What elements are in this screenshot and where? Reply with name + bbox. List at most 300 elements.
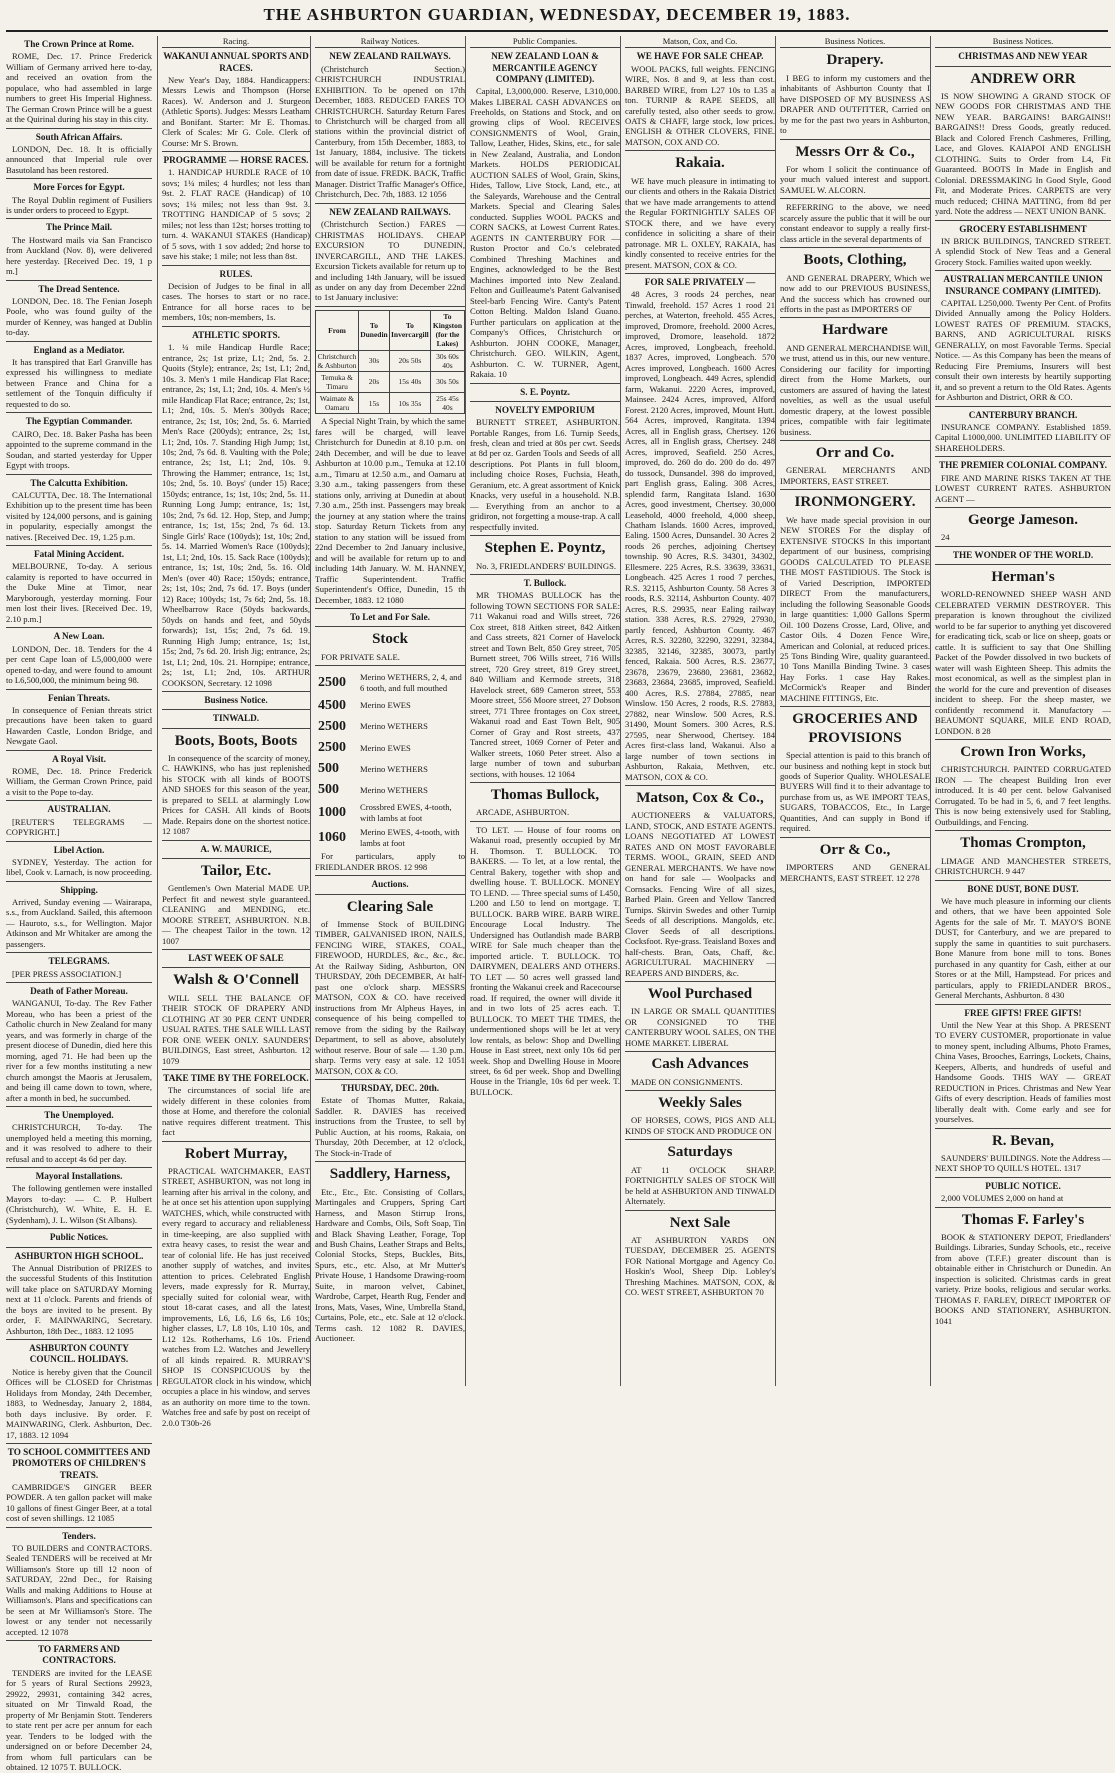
column-heading: Railway Notices. (315, 36, 465, 48)
article-headline: More Forces for Egypt. (33, 182, 125, 193)
article-block (935, 1181, 1111, 1204)
article-body: TO LET. — House of four rooms on Wakanui road, presently occupied by Mr H. Thomson. T. BULLOCK. TO BAKERS. — To let, at a low rental, the Central Bakery, together with shop and dwelling house. T. BULLOCK. MONEY TO LEND. — Three special sums of L450, L200 and L50 to lend on mortgage. T. BULLOCK. BARB WIRE. BARB WIRE. Encourage Local Industry. The Undersigned has Outlandish made BARB WIRE for Sale much cheaper than the imported article. T. BULLOCK. TO DAIRYMEN, DEALERS AND OTHERS. TO LET — 50 acres well grassed land fronting the Wakanui creek and Racecourse road. If required, the owner will divide it and in two lots of 25 acres each. T. BULLOCK. TO MEET THE TIMES, the undermentioned shops will be let at very low rentals, as below: Shop and Dwelling House in East street, next only 10s 6d per week. Shop and Dwelling House in Moore street, 6s 6d per week. Shop and Dwelling House in the Triangle, 10s 6d per week. T. BULLOCK. (470, 824, 620, 1097)
stock-cell: Merino WETHERS, 2, 4, and 6 tooth, and full mouthed (360, 672, 462, 693)
article-block (315, 207, 465, 303)
article-body: (Christchurch Section.) FARES — CHRISTMAS HOLIDAYS. CHEAP EXCURSION TO DUNEDIN, INVERCARGILL, AND THE LAKES. Excursion Tickets available for return up to and including 14th January, will be issued as under on any day from December 22nd to 1st January inclusive: (315, 219, 465, 303)
article-block (315, 612, 465, 623)
article-block (470, 539, 620, 571)
article-body: A Special Night Train, by which the same fares will be charged, will leave Christchurch for Dunedin at 8.10 p.m. on 24th December, and will be due to leave Ashburton at 10.00 p.m., Temuka at 12.10 a.m., Timaru at 12.50 a.m., and Oamaru at 3.30 a.m., taking passengers from these stations only, arriving at Dunedin at about 7.30 a.m., 25th inst. Passengers may break the journey at any station where the trains stop. Saturday Return Tickets from any station to any station will be issued from 22nd December to 2nd January inclusive, and will be available for return up to and including 14th January. W. M. HANNEY, Traffic Superintendent. Traffic Superintendent's Office, Dunedin, 15 th December, 1883. 12 1080 (315, 416, 465, 605)
article-body: BURNETT STREET, ASHBURTON. Portable Ranges, from L6. Turnip Seeds, fresh, clean and tried at 80s per cwt. Seeds at 8d per oz. Garden Tools and Seeds of all descriptions. Pot Plants in full bloom, including choice Roses, Fuchsia, Heath, Geranium, etc. A great assortment of Knick Knacks, very useful in a household. N.B. — Everything from an anchor to a gridiron, not forgetting a mouse-trap. A call respectfully invited. (470, 417, 620, 532)
article-headline: Fatal Mining Accident. (33, 549, 125, 560)
article-block (935, 884, 1111, 1001)
section-rule (470, 782, 620, 783)
section-rule (6, 689, 152, 690)
section-rule (6, 627, 152, 628)
article-block (935, 1132, 1111, 1174)
fare-cell: 15s 40s (389, 371, 430, 392)
article-body: FOR PRIVATE SALE. (321, 651, 400, 662)
article-block (935, 568, 1111, 736)
article-block (6, 416, 152, 470)
article-headline: Libel Action. (53, 844, 105, 855)
display-heading: Wool Purchased (647, 986, 753, 1003)
section-rule (780, 440, 930, 441)
stock-cell: Merino WETHERS (360, 721, 428, 732)
article-headline: FOR SALE PRIVATELY — (644, 277, 756, 288)
article-headline: A Royal Visit. (52, 753, 106, 764)
article-body: LIMAGE AND MANCHESTER STREETS, CHRISTCHURCH. 9 447 (935, 855, 1111, 877)
article-headline: A. W. MAURICE, (200, 843, 272, 854)
stock-cell: Merino WETHERS (360, 763, 428, 774)
article-body: BOOK & STATIONERY DEPOT, Friedlanders' Buildings. Libraries, Sunday Schools, etc., receive from above (T.F.F.) greater discount than is obtainable either in Christchurch or Dunedin. An inspection is solicited. Christmas cards in great variety. Prize books, religious and secular works. THOMAS F. FARLEY, DIRECT IMPORTER OF BOOKS AND STATIONERY, ASHBURTON. 1041 (935, 1231, 1111, 1326)
article-block (315, 879, 465, 890)
article-block (6, 845, 152, 878)
article-headline: TINWALD. (212, 713, 260, 724)
article-block (162, 695, 310, 706)
article-block (6, 804, 152, 837)
article-headline: TELEGRAMS. (48, 956, 110, 967)
article-block (315, 1083, 465, 1158)
article-headline: TO SCHOOL COMMITTEES AND PROMOTERS OF CHILDREN'S TREATS. (7, 1447, 151, 1480)
article-headline: Tenders. (62, 1530, 96, 1541)
article-body: CHRISTCHURCH. PAINTED CORRUGATED IRON — The cheapest Building Iron ever introduced. It is 40 per cent. below Galvanised Corrugated. To be had in 5, 6, and 7 feet lengths. This is now being extensively used for Stabling, Outbuildings, and Fencing. (935, 764, 1111, 827)
article-headline: PROGRAMME — HORSE RACES. (163, 155, 309, 166)
fare-table (315, 310, 465, 414)
article-body: REFERRING to the above, we need scarcely assure the public that it will be our constant endeavor to supply a really first-class article in the several departments of (780, 202, 930, 244)
article-block (6, 1251, 152, 1337)
article-block (780, 321, 930, 437)
article-body: CAIRO, Dec. 18. Baker Pasha has been appointed to the supreme command in the Soudan, and started yesterday for Upper Egypt with troops. (6, 428, 152, 471)
section-rule (935, 406, 1111, 407)
fare-cell: 20s 50s (389, 350, 430, 371)
section-rule (935, 546, 1111, 547)
column-heading: Business Notices. (935, 36, 1111, 48)
article-block (6, 956, 152, 979)
article-body: IS NOW SHOWING A GRAND STOCK OF NEW GOODS FOR CHRISTMAS AND THE NEW YEAR. BARGAINS! BARGAINS!! BARGAINS!! Dress Goods, greatly reduced. Black and Colored French Cashmeres, Frilling, Lace, and Gloves. KAIAPOI AND ENGLISH CLOTHING. Suits to Order from L4, Fit Guaranteed. BOOTS In Made in English and Colonial. DRESSMAKING In Good Style, Good Fit, and Moderate Prices. CARPETS are very much reduced; CHINA MATTING, from 8d per yard. Note the address — NEXT UNION BANK. (935, 90, 1111, 217)
article-headline: GROCERY ESTABLISHMENT (959, 223, 1087, 234)
article-headline: England as a Mediator. (33, 344, 125, 355)
article-block (6, 39, 152, 125)
column-3 (310, 36, 469, 1386)
article-block (162, 844, 310, 855)
fare-row (316, 350, 465, 371)
display-heading: Cash Advances (651, 1056, 749, 1073)
article-body: PRACTICAL WATCHMAKER, EAST STREET, ASHBURTON, was not long in learning after his arrival in the colony, and he at once set his attention upon supplying WATCHES, which, while constructed with every regard to accuracy and reliableness in time-keeping, are also supplied with extra heavy cases, to resist the wear and tear of colonial life. He has just received another supply of watches, and invites attention to prices. Celebrated English levers, made expressly for R. Murray, specially suited for colonial wear, with stout 18-carat cases, and all the latest improvements, L6, L6, L6 6s, L6 10s; higher classes, L7, L8 10s, L10 10s, and L12 12s. Rotherhams, L6 10s. Friend watches from L2. Watches and Jewellery of all kinds repaired. R. MURRAY'S SHOP IS CONSPICUOUS by the REGULATOR clock in his window, which occupies a place in his window, and serves as an authority on more time to the town. Watches free and safe by post on receipt of 2.0.0 T30b-26 (162, 1166, 310, 1428)
article-block (470, 51, 620, 379)
column-heading: Racing. (162, 36, 310, 48)
article-body: INSURANCE COMPANY. Established 1859. Capital L1000,000. UNLIMITED LIABILITY OF SHAREHOLDERS. (935, 421, 1111, 453)
stock-cell: 1000 (318, 805, 346, 821)
section-rule (780, 706, 930, 707)
article-block (162, 862, 310, 946)
section-rule (6, 412, 152, 413)
article-block (935, 743, 1111, 827)
article-headline: TO FARMERS AND CONTRACTORS. (38, 1644, 120, 1666)
article-block (780, 710, 930, 833)
section-rule (6, 474, 152, 475)
fare-cell: 30s 50s (430, 371, 464, 392)
article-headline: NOVELTY EMPORIUM (495, 404, 595, 415)
article-body: WOOL PACKS, full weights. FENCING WIRE, Nos. 8 and 9, at less than cost. BARBED WIRE, from L27 10s to L35 a ton. TURNIP & RAPE SEEDS, all carefully tested, also other seeds to grow. OATS & CHAFF, large stock, low prices. ENGLISH & OTHER CLOVERS, FINE. MATSON, COX AND CO. (625, 63, 775, 147)
column-heading: Business Notices. (780, 36, 930, 48)
column-5 (620, 36, 779, 1386)
article-body: LONDON, Dec. 18. It is officially announced that Imperial rule over Basutoland has been restored. (6, 143, 152, 175)
section-rule (470, 383, 620, 384)
stock-cell: Merino EWES, 4-tooth, with lambs at foot (360, 827, 460, 848)
article-headline: The Calcutta Exhibition. (30, 477, 128, 488)
section-rule (6, 341, 152, 342)
column-heading: Public Companies. (470, 36, 620, 48)
article-body: Until the New Year at this Shop. A PRESENT TO EVERY CUSTOMER, proportionate in value to money spent, including Albums, Photo Frames, China Vases, Brooches, Earrings, Lockets, Chains, Keepers, Alberts, and hundreds of useful and Handsome Goods. THIS WAY — GREAT REDUCTION in Prices. Christmas and New Year Gifts of every description. Heads of families most liberally dealt with. Come early and see for yourselves. (935, 1019, 1111, 1125)
fare-cell: 30s (359, 350, 390, 371)
column-heading: Matson, Cox, and Co. (625, 36, 775, 48)
article-headline: ASHBURTON COUNTY COUNCIL. HOLIDAYS. (29, 1343, 129, 1365)
section-rule (625, 1210, 775, 1211)
article-body: CHRISTCHURCH, To-day. The unemployed held a meeting this morning, and it was resolved to adhere to their refusal and to accept 4s 6d per day. (6, 1122, 152, 1164)
fare-cell: Christchurch & Ashburton (316, 350, 359, 371)
section-rule (6, 280, 152, 281)
article-headline: RULES. (219, 268, 253, 279)
article-block (625, 985, 775, 1048)
column-2 (157, 36, 314, 1428)
stock-cell: 2500 (318, 675, 346, 691)
section-rule (935, 1004, 1111, 1005)
display-heading: Messrs Orr & Co., (795, 143, 915, 160)
section-rule (935, 66, 1111, 67)
stock-cell: 4500 (318, 698, 346, 714)
article-body: For particulars, apply to FRIEDLANDER BROS. 12 998 (315, 851, 465, 872)
fare-row (316, 393, 465, 414)
article-body: CAPITAL L250,000. Twenty Per Cent. of Profits Divided Annually among the Policy Holders. LOWEST RATES OF PREMIUM. STACKS, BARNS, AND AGRICULTURAL RISKS GENERALLY, on most Favorable Terms. Special Notice. — As this Company has been the means of Reducing Fire Premiums, Insurers will best consult their own interests by heartily supporting it, and so prevent a return to the Old Rates. Agents for Ashburton and District, ORR & CO. (935, 297, 1111, 403)
stock-row (317, 801, 463, 824)
article-body: Notice is hereby given that the Council Offices will be CLOSED for Christmas Holidays from Monday, 24th December, 1883, to Wednesday, January 2, 1884, both days inclusive. By order. F. MAINWARING, Clerk. Ashburton, Dec. 17, 1883. 12 1094 (6, 1366, 152, 1440)
article-headline: CHRISTMAS AND NEW YEAR (958, 51, 1088, 62)
stock-row (317, 780, 463, 799)
article-block (6, 693, 152, 747)
article-body: ARCADE, ASHBURTON. (476, 807, 570, 818)
section-rule (625, 150, 775, 151)
display-heading: George Jameson. (968, 511, 1078, 528)
article-headline: BONE DUST, BONE DUST. (967, 883, 1079, 894)
article-block (470, 387, 620, 398)
article-headline: South African Affairs. (35, 131, 123, 142)
article-headline: The Unemployed. (44, 1110, 114, 1121)
display-heading: Thomas F. Farley's (961, 1211, 1085, 1228)
article-block (780, 51, 930, 135)
stock-cell: 500 (318, 761, 339, 777)
article-body: AND GENERAL DRAPERY, Which we now add to our PREVIOUS BUSINESS, And the success which has crowned our efforts in the past as IMPORTERS OF (780, 272, 930, 314)
article-headline: FREE GIFTS! FREE GIFTS! (964, 1007, 1082, 1018)
display-heading: Orr and Co. (815, 445, 895, 462)
article-headline: Mayoral Installations. (35, 1171, 123, 1182)
article-body: 1. HANDICAP HURDLE RACE of 10 sovs; 1¼ miles; 4 hurdles; not less than 9st. 2. FLAT RACE (Handicap) of 10 sovs; 1¼ miles; not less than 9st. 3. TROTTING HANDICAP of 5 sovs; 2 miles; not less than 12st; horses trotting to turn. 4. WAKANUI STAKES (Handicap) of 5 sovs, with 1 sov added; 2nd horse to save his stake; 1 mile; not less than 8st. (162, 167, 310, 262)
display-heading: Boots, Boots, Boots (174, 732, 298, 749)
article-block (470, 578, 620, 779)
article-body: WE have much pleasure in intimating to our clients and others in the Rakaia District that we have made arrangements to attend the Regular FORTNIGHTLY SALES OF STOCK there, and we have every confidence in soliciting a share of their patronage. MR L. OXLEY, RAKAIA, has kindly consented to receive entries for the present. MATSON, COX & CO. (625, 175, 775, 270)
section-rule (935, 270, 1111, 271)
section-rule (780, 837, 930, 838)
section-rule (162, 709, 310, 710)
stock-row (317, 671, 463, 694)
article-body: Special attention is paid to this branch of our business and nothing kept in stock but goods of Superior Quality. WHOLESALE BUYERS Will find it to their advantage to purchase from us, as WE IMPORT TEAS, SUGARS, TOBACCOS, Etc., In Large Quantities, And can supply in Bond if required. (780, 750, 930, 834)
article-body: 48 Acres, 3 roods 24 perches, near Tinwald, freehold. 157 Acres 1 rood 21 perches, at Waterton, freehold. 455 Acres, improved, Dromore, freehold. 2000 Acres, improved, Dromore, leasehold. 1872 Acres, improved, Longbeach, freehold. 1837 Acres, improved, Longbeach. 570 Acres improved, Longbeach. 1600 Acres improved, Longbeach. 449 Acres, splendid farm, Wakanui. 2220 Acres, improved, Mainsee. 2424 Acres, improved, Alford Forest. 2120 Acres, improved, Mount Hutt. 564 Acres, improved, Rangitata. 1394 Acres, all in English grass, Chertsey. 126 Acres, all in English grass, Chertsey. 248 Acres, improved, Seafield. 250 Acres, improved, do. 260 do do. 200 do do. 497 do tussock, Dunsandel. 398 do improved, part English grass, Ealing. 308 Acres, splendid farm, Rangitata Island. 1630 Acres, good investment, Chertsey. 30,000 Leasehold, 4000 freehold, 4,000 sheep, Chatham Islands. 1600 Acres, improved, Ealing. 1500 Acres, Dunsandel. 30 Acres 2 roods 26 perches, adjoining Chertsey township. 90 Acres, R.S. 34301, 34302, Ellesmere. 225 Acres, R.S. 33639, 33631, Longbeach. 425 Acres 1 rood 7 perches, R.S. 32115, Ashburton County. 58 Acres 3 roods, R.S. 32114, Ashburton County. 407 Acres, R.S. 29935, near Ealing railway station. 338 Acres, R.S. 27929, 27930, partly fenced, Ashburton County. 467 Acres, R.S. 32280, 32290, 32291, 32384, 32385, 32146, 32385, 30073, partly fenced, Rakaia. 500 Acres, R.S. 23677, 23678, 23679, 23680, 23681, 23682, 23683, 23684, 23685, improved, Seafield. 400 Acres, R.S. 27884, 27885, near Winslow. 150 Acres, 2 roods, R.S. 27883, 27882, near Winslow. 500 Acres, R.S. 31490, Mount Somers. 300 Acres, R.S. 27595, near Sherwood, Chertsey. 184 Acres first-class land, Wakanui. Also a large number of town sections in Ashburton, Rakaia, Methven, etc. MATSON, COX & CO. (625, 289, 775, 782)
article-block (780, 444, 930, 486)
article-body: 1. ¼ mile Handicap Hurdle Race; entrance, 2s; 1st prize, L1; 2nd, 5s. 2. Quoits (Style); entrance, 2s; 1st, L1; 2nd, 10s. 3. Men's 1 mile Handicap Flat Race; entrance, 2s; 1st, L1; 2nd, 10s. 4. Men's ½ mile Handicap Flat Race; entrance, 2s; 1st, L1; 2nd, 10s. 5. Men's 300yds Race; entrance, 2s; 1st, 10s; 2nd, 5s. 6. Married Men's Race (200yds); entrance, 2s; 1st, L1; 2nd, 10s. 7. Standing High Jump; 1st, 10s; 2nd, 7s 6d. 8. Vaulting with the Pole; entrance, 2s; 1st, L1; 2nd, 10s. 9. Throwing the Hammer; entrance, 1s; 1st, 10s; 2nd, 5s. 10. Boys' (under 15) Race; 150yds; entrance, 1s; 1st, 10s; 2nd, 5s. 11. Running Long Jump; entrance, 1s; 1st, 10s; 2nd, 7s 6d. 12. Hop, Step, and Jump; entrance, 1s; 1st, 15s; 2nd, 7s 6d. 13. Single Girls' Race (100yds); 1st, 10s; 2nd, 5s. 14. Married Women's Race (100yds); 1st, L1; 2nd, 10s. 15. Sack Race (100yds); entrance, 1s; 1st, 10s; 2nd, 5s. 16. Old Men's (over 40) Race; 150yds; entrance, 2s; 1st, 10s; 2nd, 7s 6d. 17. Boys (under 12) Race; 100yds; 1st, 7s 6d; 2nd, 5s. 18. Wheelbarrow Race (50yds backwards, 50yds on hands and feet, and 50yds forwards); 1st, 15s; 2nd, 7s 6d. 19. Running High Jump; entrance, 1s; 1st, 15s; 2nd, 7s 6d. 20. Irish Jig; entrance, 2s; 1st, L1; 2nd, 10s. 21. Hornpipe; entrance, 2s; 1st, L1; 2nd, 10s. ARTHUR COOKSON, Secretary. 12 1098 (162, 342, 310, 688)
article-block (162, 155, 310, 262)
article-block (780, 202, 930, 244)
article-block (315, 669, 465, 872)
article-block (6, 345, 152, 410)
section-rule (315, 306, 465, 307)
article-block (315, 630, 465, 662)
stock-cell: Merino WETHERS (360, 784, 428, 795)
article-body: New Year's Day, 1884. Handicappers: Messrs Lewis and Thompson (Horse Races). W. Anderson and J. Sturgeon (Athletic Sports). Judges: Messrs Leatham and Bonifant. Starter: Mr E. Thomas. Clerk of Scales: Mr G. Cole. Clerk of Course: Mr S. Brown. (162, 74, 310, 148)
section-rule (6, 178, 152, 179)
section-rule (315, 608, 465, 609)
section-rule (935, 1207, 1111, 1208)
section-rule (935, 1177, 1111, 1178)
section-rule (780, 317, 930, 318)
section-rule (625, 785, 775, 786)
article-body: IN BRICK BUILDINGS, TANCRED STREET. A splendid Stock of New Teas and a General Grocery Stock. Families waited upon weekly. (935, 235, 1111, 267)
fare-cell: 15s (359, 393, 390, 414)
section-rule (625, 981, 775, 982)
section-rule (6, 982, 152, 983)
article-block (6, 284, 152, 338)
article-headline: AUSTRALIAN MERCANTILE UNION INSURANCE COMPANY (LIMITED). (943, 274, 1103, 296)
article-body: SAUNDERS' BUILDINGS. Note the Address — NEXT SHOP TO QUILL'S HOTEL. 1317 (935, 1152, 1111, 1174)
article-block (162, 971, 310, 1066)
section-rule (935, 830, 1111, 831)
section-rule (162, 949, 310, 950)
display-heading: Stock (372, 631, 408, 648)
section-rule (162, 858, 310, 859)
article-body: It has transpired that Earl Granville has expressed his willingness to mediate between France and China for a settlement of the Tonquin difficulty if requested to do so. (6, 357, 152, 409)
article-body: The following gentlemen were installed Mayors to-day: — C. P. Hulbert (Christchurch), W. White, E. H. E. (Sydenham), J. L. Wilson (St Albans). (6, 1183, 152, 1225)
article-block (6, 1644, 152, 1772)
article-headline: ASHBURTON HIGH SCHOOL. (14, 1250, 144, 1261)
article-block (162, 51, 310, 148)
article-headline: PUBLIC NOTICE. (985, 1180, 1061, 1191)
fare-cell: 30s 60s 40s (430, 350, 464, 371)
display-heading: Weekly Sales (658, 1095, 742, 1112)
article-headline: Auctions. (371, 879, 409, 890)
article-body: LONDON, Dec. 18. The Fenian Joseph Poole, who was found guilty of the murder of Kenney, was hanged at Dublin to-day. (6, 295, 152, 338)
fare-cell: To Invercargill (389, 310, 430, 350)
article-headline: WE HAVE FOR SALE CHEAP. (636, 51, 764, 62)
section-rule (6, 1527, 152, 1528)
display-heading: Thomas Bullock, (490, 787, 600, 804)
stock-row (317, 738, 463, 757)
fare-cell: 20s (359, 371, 390, 392)
stock-row (317, 759, 463, 778)
fare-row (316, 371, 465, 392)
display-heading: Tailor, Etc. (200, 862, 272, 879)
article-headline: The Crown Prince at Rome. (24, 39, 134, 49)
fare-cell: 25s 45s 40s (430, 393, 464, 414)
display-heading: IRONMONGERY. (794, 494, 916, 511)
section-rule (6, 1106, 152, 1107)
article-headline: NEW ZEALAND LOAN & MERCANTILE AGENCY COMPANY (LIMITED). (491, 51, 599, 84)
article-body: CAMBRIDGE'S GINGER BEER POWDER. A ten gallon packet will make 10 gallons of finest Ginger Beer, at a total cost of seven shillings. 12 1085 (6, 1481, 152, 1524)
stock-row (317, 717, 463, 736)
section-rule (162, 691, 310, 692)
article-block (625, 789, 775, 978)
fare-cell: To Dunedin (359, 310, 390, 350)
stock-cell: Merino EWES (360, 700, 411, 711)
column-7 (930, 36, 1115, 1386)
article-headline: NEW ZEALAND RAILWAYS. (329, 206, 451, 217)
display-heading: Robert Murray, (184, 1145, 288, 1162)
stock-table (315, 669, 465, 851)
article-body: Etc., Etc., Etc. Consisting of Collars, Martingales and Cruppers, Spring Cart Harness, and Mason Stirrup Irons, Hardware and Combs, Oils, Soft Soap, Tin and Black Shaving Leather, Forage, Top and Bush Chains, Leather Straps and Belts, Colonial Stocks, Steps, Buckles, Bits, Spurs, etc., etc. Also, at Mr Mutter's Private House, 1 Handsome Drawing-room Suite, in maroon velvet, Cabinet, Wardrobe, Carpet, Hearth Rug, Fender and Irons, Mats, Vases, Wine, Umbrella Stand, Curtains, Pole, etc., etc. Sale at 12 o'clock. Terms cash. 12 1082 R. DAVIES, Auctioneer. (315, 1186, 465, 1344)
article-body: MR THOMAS BULLOCK has the following TOWN SECTIONS FOR SALE: 711 Wakanui road and Wills street, 726 Cox street, 818 Aitken street, 842 Aitken and Cass streets, 821 Corner of Havelock street and Town Belt, 850 Grey street, 705 Burnett street, 706 Wills street, 716 Wills street, 720 Grey street, 819 Grey street, 840 William and Kermode streets, 318 Havelock street, 689 Cameron street, 553 Moore street, 556 Moore street, 27 Dobson street, 771 Three frontages on Cox street, Wakanui road and East Town Belt, 905 Corner of Gray and Rost streets, 437 Tancred street, 1069 Corner of Peter and Walker streets, 1060 Peter street. Also a large number of town and suburban sections, with houses. 12 1064 (470, 590, 620, 779)
article-block (6, 222, 152, 276)
display-heading: Orr & Co., (819, 841, 891, 858)
column-6 (775, 36, 934, 1386)
article-body: 2,000 VOLUMES 2,000 on hand at (941, 1193, 1064, 1204)
article-block (935, 834, 1111, 876)
stock-cell: 2500 (318, 719, 346, 735)
article-body: Estate of Thomas Mutter, Rakaia, Saddler. R. DAVIES has received instructions from the Trustee, to sell by Public Auction, at his rooms, Rakaia, on Thursday, 20th December, at 12 o'clock, The Stock-in-Trade of (315, 1095, 465, 1158)
stock-cell: 500 (318, 782, 339, 798)
article-body: In consequence of Fenian threats strict precautions have been taken to guard Hawarden Castle, London Bridge, and Newgate Gaol. (6, 704, 152, 747)
stock-cell: Crossbred EWES, 4-tooth, with lambs at foot (360, 802, 452, 823)
article-block (6, 1171, 152, 1225)
display-heading: Walsh & O'Connell (173, 972, 299, 989)
section-rule (315, 875, 465, 876)
section-rule (6, 841, 152, 842)
section-rule (162, 326, 310, 327)
article-body: WANGANUI, To-day. The Rev Father Moreau, who has been a priest of the Catholic church in New Zealand for many years, and was formerly in charge of the present diocese of Dunedin, died here this morning, aged 71. He had been up the river for a few months instituting a new church amongst the Maoris at Jerusalem, and being ill came down to town, where, after a month in bed, he succumbed. (6, 998, 152, 1103)
article-block (6, 478, 152, 543)
column-4 (465, 36, 624, 1386)
article-block (780, 493, 930, 703)
article-block (625, 1094, 775, 1136)
article-body: (Christchurch Section.) CHRISTCHURCH INDUSTRIAL EXHIBITION. To be opened on 17th December, 1883. REDUCED FARES TO CHRISTCHURCH. Saturday Return Fares to Christchurch will be charged from all stations within the provincial district of Canterbury, from 15th December, 1883, to 1st January, 1884, inclusive. The tickets will be available for return for a fortnight from date of issue. FREDK. BACK, Traffic Manager. District Traffic Manager's Office, Christchurch, Dec. 7th, 1883. 12 1056 (315, 63, 465, 200)
article-headline: Shipping. (60, 884, 98, 895)
section-rule (6, 1339, 152, 1340)
stock-row (317, 826, 463, 849)
article-body: AND GENERAL MERCHANDISE Will, we trust, attend us in this, our new venture. Considering our facility for importing direct from the Home Markets, our customers are assured of having the latest novelties, as well as the usual useful domestic drapery, at the lowest possible prices, compatible with fair legitimate business. (780, 342, 930, 437)
article-block (162, 713, 310, 724)
section-rule (935, 564, 1111, 565)
article-headline: THURSDAY, DEC. 20th. (340, 1083, 440, 1094)
article-body: For whom I solicit the continuance of your much valued interest and support. SAMUEL W. ALCORN. (780, 163, 930, 195)
article-body: CALCUTTA, Dec. 18. The International Exhibition up to the present time has been visited by 124,000 persons, and is gaining in popularity, especially amongst the natives. [Received Dec. 19, 1.25 p.m. (6, 489, 152, 542)
article-body: AT ASHBURTON YARDS ON TUESDAY, DECEMBER 25. AGENTS FOR National Mortgage and Agency Co. Hoskin's Wool, Sheep Dip. Lobley's Threshing Machines. MATSON, COX, & CO. WEST STREET, ASHBURTON 70 (625, 1234, 775, 1298)
article-block (6, 182, 152, 215)
article-block (6, 132, 152, 176)
article-headline: Fenian Threats. (48, 692, 110, 703)
article-body: MELBOURNE, To-day. A serious calamity is reported to have occurred in the Duke Mine at Timor, near Maryborough, yesterday morning. Four men lost their lives. [Received Dec. 19, 2.10 p.m.] (6, 561, 152, 624)
article-body: ROME, Dec. 17. Prince Frederick William of Germany arrived here to-day, and received an ovation from the populace, who had assembled in large numbers to greet His Imperial Highness. The German Crown Prince will be a guest at the Quirinal during his stay in this city. (6, 51, 152, 125)
article-block (935, 1211, 1111, 1327)
section-rule (162, 967, 310, 968)
article-headline: ATHLETIC SPORTS. (192, 329, 280, 340)
article-headline: Public Notices. (49, 1232, 109, 1243)
article-block (935, 1008, 1111, 1125)
section-rule (162, 151, 310, 152)
article-block (6, 549, 152, 624)
fare-row (316, 310, 465, 350)
section-rule (315, 1079, 465, 1080)
section-rule (780, 489, 930, 490)
article-body: GENERAL MERCHANTS AND IMPORTERS, EAST STREET. (780, 465, 930, 486)
section-rule (162, 1141, 310, 1142)
article-body: LONDON, Dec. 18. Tenders for the 4 per cent Cape loan of L5,000,000 were opened to-day, and were found to amount to L6,500,000, the minimum being 98. (6, 643, 152, 686)
article-headline: Death of Father Moreau. (30, 986, 128, 997)
article-block (935, 51, 1111, 62)
display-heading: Next Sale (669, 1214, 731, 1231)
fare-cell: From (316, 310, 359, 350)
article-headline: S. E. Poyntz. (520, 386, 570, 397)
article-headline: The Dread Sentence. (38, 283, 120, 294)
article-headline: LAST WEEK OF SALE (188, 953, 284, 964)
article-body: WILL SELL THE BALANCE OF THEIR STOCK OF DRAPERY AND CLOTHING AT 30 PER CENT UNDER USUAL RATES. THE SALE WILL LAST FOR ONE WEEK ONLY. SAUNDERS' BUILDINGS, East street, Ashburton. 12 1079 (162, 992, 310, 1066)
display-heading: GROCERIES AND PROVISIONS (792, 711, 918, 746)
article-headline: WAKANUI ANNUAL SPORTS AND RACES. (163, 51, 309, 73)
display-heading: Drapery. (826, 52, 884, 69)
article-block (935, 460, 1111, 504)
article-block (625, 154, 775, 270)
article-block (780, 143, 930, 196)
article-headline: The Prince Mail. (45, 222, 113, 233)
article-body: FIRE AND MARINE RISKS TAKEN AT THE LOWEST CURRENT RATES. ASHBURTON AGENT — (935, 472, 1111, 504)
article-block (6, 986, 152, 1103)
display-heading: Saddlery, Harness, (329, 1166, 451, 1183)
article-block (935, 224, 1111, 268)
article-block (6, 1110, 152, 1164)
article-body: [PER PRESS ASSOCIATION.] (12, 968, 122, 979)
fare-cell: 10s 35s (389, 393, 430, 414)
section-rule (315, 203, 465, 204)
section-rule (935, 880, 1111, 881)
article-body: Arrived, Sunday evening — Wairarapa, s.s., from Auckland. Sailed, this afternoon — Hauroto, s.s., for Wellington. Major Atkinson and Mr Whitaker are among the passengers. (6, 896, 152, 949)
article-headline: TAKE TIME BY THE FORELOCK. (163, 1073, 309, 1084)
article-block (625, 277, 775, 782)
display-heading: Herman's (991, 568, 1055, 585)
section-rule (470, 821, 620, 822)
article-headline: NEW ZEALAND RAILWAYS. (329, 51, 451, 62)
display-heading: R. Bevan, (991, 1132, 1055, 1149)
masthead: THE ASHBURTON GUARDIAN, WEDNESDAY, DECEMBER 19, 1883. (263, 5, 851, 24)
section-rule (625, 1139, 775, 1140)
article-block (315, 51, 465, 200)
article-block (6, 1343, 152, 1440)
article-headline: A New Loan. (53, 631, 105, 642)
section-rule (470, 535, 620, 536)
section-rule (6, 128, 152, 129)
section-rule (6, 1167, 152, 1168)
section-rule (935, 739, 1111, 740)
article-body: The circumstances of social life are widely different in these colonies from those at Home, and therefore the colonial native requires different treatment. This fact (162, 1085, 310, 1138)
stock-row (317, 696, 463, 715)
display-heading: Stephen E. Poyntz, (484, 540, 606, 557)
article-headline: CANTERBURY BRANCH. (968, 409, 1078, 420)
article-headline: Business Notice. (204, 695, 268, 706)
stock-cell: 1060 (318, 830, 346, 846)
section-rule (6, 881, 152, 882)
article-block (162, 953, 310, 964)
section-rule (6, 1640, 152, 1641)
display-heading: Thomas Crompton, (960, 835, 1086, 852)
section-rule (6, 800, 152, 801)
section-rule (6, 1228, 152, 1229)
section-rule (315, 894, 465, 895)
display-heading: Clearing Sale (346, 898, 434, 915)
section-rule (315, 1161, 465, 1162)
article-block (315, 898, 465, 1077)
